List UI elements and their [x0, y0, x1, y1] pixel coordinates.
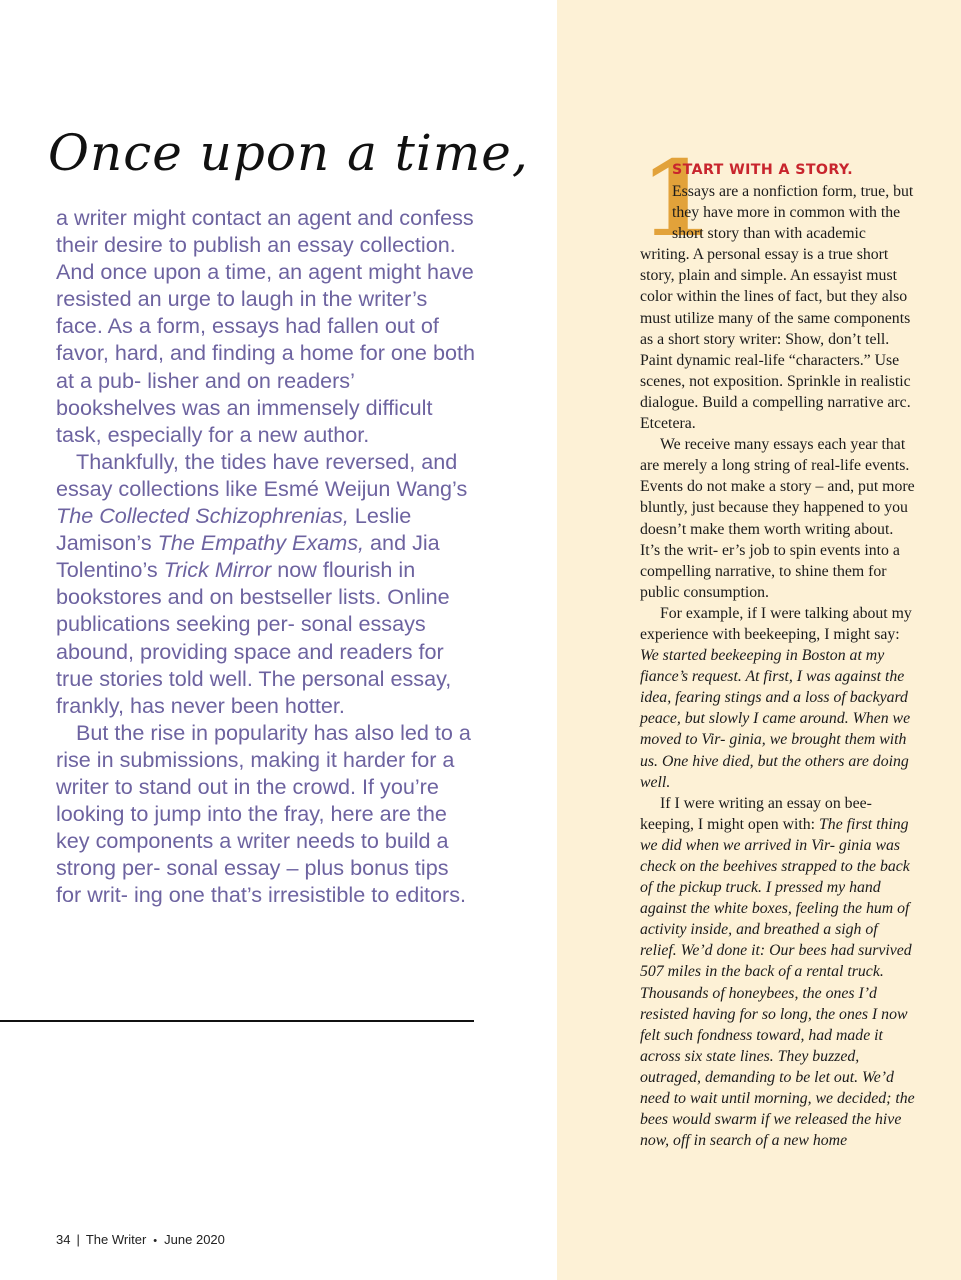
article-paragraph: Essays are a nonfiction form, true, but they have more in common with the short story than with academic writing. A personal essay is a true short story, plain and simple. An essayist must color within the lines of fact, but they also must utilize many of the same components as a short story writer: Show, don’t tell. Paint dynamic real-life “characters.” Use scenes, not exposition. Sprinkle in realistic dialogue. Build a compelling narrative arc. Etcetera. [640, 183, 914, 433]
page-footer [56, 1232, 225, 1247]
issue-date: June 2020 [164, 1232, 225, 1247]
article-column [640, 137, 916, 1151]
text-run: Leslie Jamison’s [56, 503, 412, 556]
text-run: and Jia Tolentino’s [56, 530, 440, 583]
magazine-name: The Writer [85, 1232, 147, 1247]
text-run: Thankfully, the tides have reversed, and essay collections like Esmé Weijun Wang’s [56, 448, 468, 501]
text-run: now flourish in bookstores and on bestseller lists. Online publications seeking per- sonal essays abound, providing space and readers for true stories told well. The personal essay, frankly, has never been hotter. [56, 557, 452, 718]
example-quote: The first thing we did when we arrived in Vir- ginia was check on the beehives strapped to the back of the pickup truck. I pressed my hand against the white boxes, feeling the hum of activity inside, and breathed a sigh of relief. We’d done it: Our bees had survived 507 miles in the back of a rental truck. Thousands of honeybees, the ones I’d resisted having for so long, the ones I now felt such fondness toward, had made it across six state lines. They buzzed, outraged, demanding to be let out. We’d need to wait until morning, we decided; the bees would swarm if we released the hive now, off in search of a new home [640, 815, 915, 1150]
intro-paragraph: But the rise in popularity has also led to a rise in submissions, making it harder for a writer to stand out in the crowd. If you’re looking to jump into the fray, here are the key components a writer needs to build a strong per- sonal essay – plus bonus tips for writ- ing one that’s irresistible to editors. [56, 719, 471, 908]
footer-bullet: • [153, 1235, 158, 1247]
step-number: 1 [640, 137, 713, 260]
article-paragraph [640, 793, 916, 1152]
section-heading: START WITH A STORY. [672, 162, 854, 178]
page-number: 34 [56, 1232, 71, 1247]
divider-rule [0, 1020, 474, 1022]
text-run: For example, if I were talking about my experience with beekeeping, I might say: [640, 604, 912, 643]
intro-paragraph [56, 448, 476, 719]
book-title: Trick Mirror [163, 557, 272, 583]
intro-paragraph: a writer might contact an agent and confess their desire to publish an essay collection. And once upon a time, an agent might have resisted an urge to laugh in the writer’s face. As a form, essays had fallen out of favor, hard, and finding a home for one both at a pub- lisher and on readers’ bookshelves was an immensely difficult task, especially for a new author. [56, 205, 475, 447]
book-title: The Collected Schizophrenias, [56, 503, 349, 529]
book-title: The Empathy Exams, [157, 530, 365, 556]
example-quote: We started beekeeping in Boston at my fiance’s request. At first, I was against the idea, fearing stings and a loss of backyard peace, but slowly I came around. When we moved to Vir- ginia, we brought them with us. One hive died, but the others are doing well. [640, 647, 911, 791]
article-paragraph [640, 603, 916, 793]
text-run: If I were writing an essay on bee- keeping, I might open with: [640, 794, 872, 833]
footer-separator: | [76, 1232, 80, 1247]
intro-column [56, 204, 476, 908]
article-paragraph: We receive many essays each year that are merely a long string of real-life events. Events do not make a story – and, put more bluntly, just because they happened to you doesn’t make them worth writing about. It’s the writ- er’s job to spin events into a compelling narrative, to shine them for public consumption. [640, 436, 915, 601]
headline: Once upon a time, [48, 124, 529, 182]
